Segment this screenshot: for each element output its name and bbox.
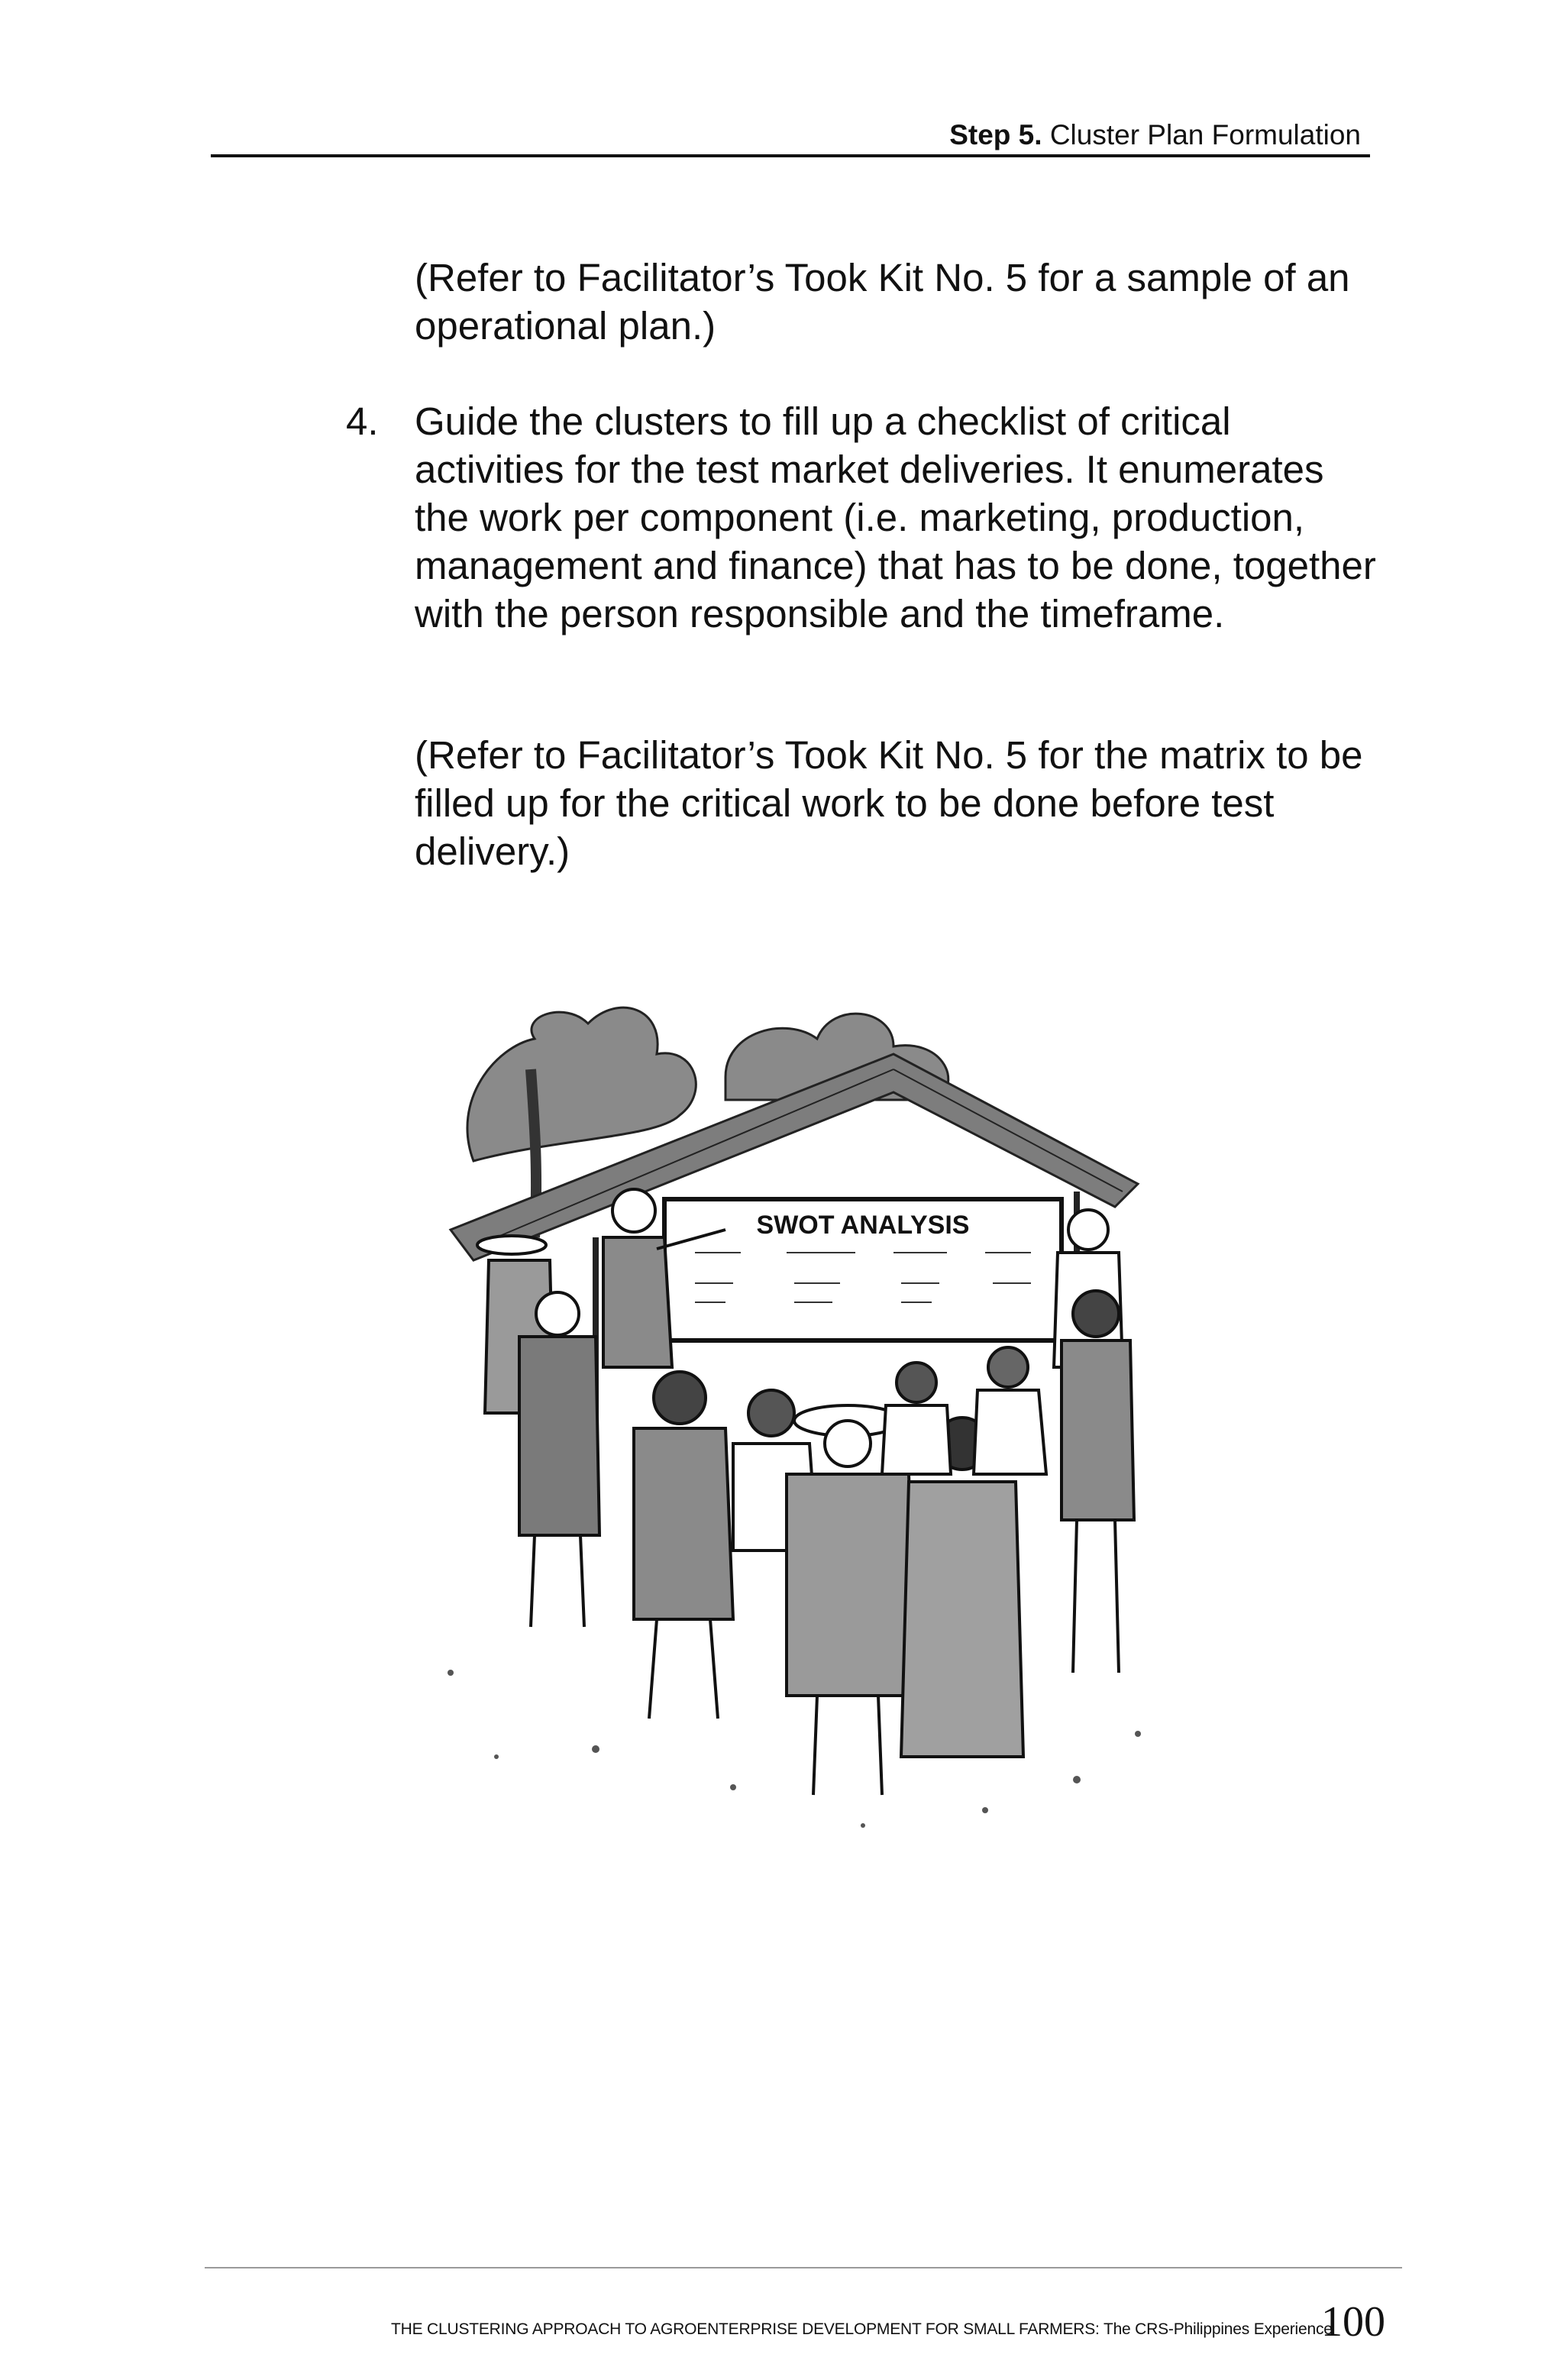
swot-meeting-illustration — [405, 985, 1168, 1848]
footer-divider — [205, 2267, 1402, 2268]
running-header — [211, 115, 1370, 157]
header-title — [949, 118, 1361, 153]
header-step-label: Step 5. — [949, 119, 1042, 150]
list-item-text: Guide the clusters to fill up a checklist of critical activities for the test market deliveries. It enumerates the work per component (i.e. marketing, production, management and finance) that has to be done, together with the person responsible and the timeframe. — [415, 399, 1376, 635]
swot-board-title: SWOT ANALYSIS — [756, 1211, 970, 1240]
header-section-title: Cluster Plan Formulation — [1049, 119, 1361, 150]
page-number: 100 — [1321, 2298, 1385, 2346]
footer-book-title: THE CLUSTERING APPROACH TO AGROENTERPRISE DEVELOPMENT FOR SMALL FARMERS: The CRS-Philippines Experience — [391, 2320, 1333, 2338]
operational-plan-reference: (Refer to Facilitator’s Took Kit No. 5 for a sample of an operational plan.) — [415, 256, 1350, 348]
matrix-reference: (Refer to Facilitator’s Took Kit No. 5 for the matrix to be filled up for the critical work to be done before test delivery.) — [415, 733, 1363, 873]
list-item-number: 4. — [346, 399, 379, 443]
